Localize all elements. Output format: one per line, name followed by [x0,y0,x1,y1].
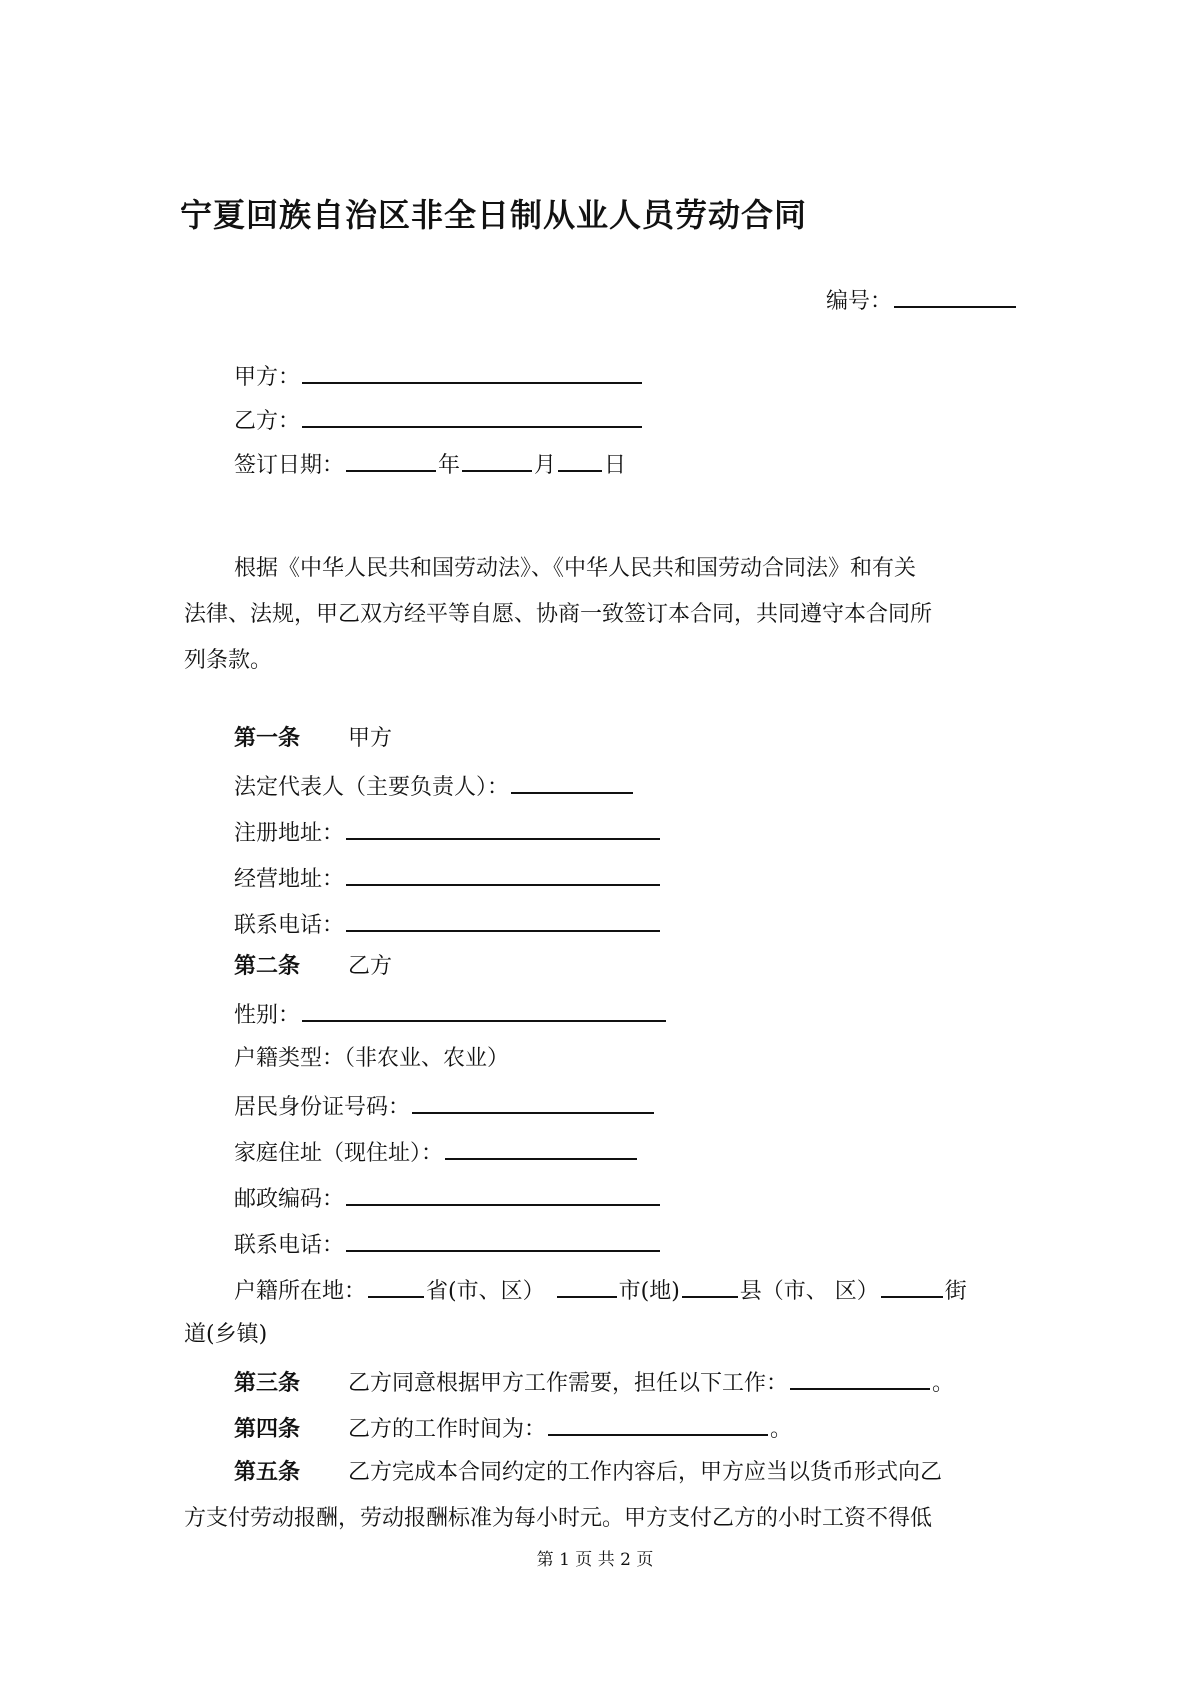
reg-addr-label: 注册地址： [234,821,345,846]
reg-addr-blank[interactable] [346,816,660,840]
phone-a-line [234,908,662,941]
article-3 [234,1366,954,1399]
id-number-line [234,1090,656,1123]
preamble-line-2: 法律、法规，甲乙双方经平等自愿、协商一致签订本合同，共同遵守本合同所 [184,602,933,627]
id-number-label: 居民身份证号码： [234,1095,411,1120]
article-2-heading: 第二条 [234,954,301,979]
article-5-text: 乙方完成本合同约定的工作内容后，甲方应当以货币形式向乙 [348,1460,943,1485]
phone-a-label: 联系电话： [234,913,345,938]
postcode-line [234,1182,662,1215]
legal-rep-blank[interactable] [511,770,633,794]
hukou-location-line [234,1274,967,1307]
hukou-location-cont: 道(乡镇) [184,1322,268,1347]
party-b-label: 乙方： [234,409,301,434]
legal-rep-label: 法定代表人（主要负责人）： [234,775,510,800]
sign-month-unit: 月 [534,453,557,478]
biz-addr-label: 经营地址： [234,867,345,892]
city-blank[interactable] [557,1274,617,1298]
article-2 [234,952,392,982]
job-blank[interactable] [790,1366,930,1390]
party-a-label: 甲方： [234,365,301,390]
article-3-end: 。 [932,1371,955,1396]
postcode-label: 邮政编码： [234,1187,345,1212]
party-b-blank[interactable] [302,404,642,428]
county-unit: 县（市、 区） [739,1279,879,1304]
party-b-line [234,404,644,437]
article-3-text: 乙方同意根据甲方工作需要，担任以下工作： [348,1371,789,1396]
hukou-type-line: 户籍类型：（非农业、农业） [234,1046,510,1071]
party-a-blank[interactable] [302,360,642,384]
phone-b-line [234,1228,662,1261]
biz-addr-blank[interactable] [346,862,660,886]
city-unit: 市(地) [618,1279,680,1304]
article-4-text: 乙方的工作时间为： [348,1417,547,1442]
province-unit: 省(市、区） [426,1279,545,1304]
article-4-end: 。 [770,1417,793,1442]
contract-number-line [826,284,1018,317]
gender-blank[interactable] [302,998,666,1022]
postcode-blank[interactable] [346,1182,660,1206]
article-5-cont: 方支付劳动报酬，劳动报酬标准为每小时元。甲方支付乙方的小时工资不得低 [184,1506,933,1531]
preamble-line-3: 列条款。 [184,648,273,673]
sign-day-blank[interactable] [558,448,602,472]
article-2-text: 乙方 [348,954,393,979]
home-addr-blank[interactable] [445,1136,637,1160]
work-time-blank[interactable] [548,1412,768,1436]
phone-b-label: 联系电话： [234,1233,345,1258]
article-1-text: 甲方 [348,726,393,751]
article-3-heading: 第三条 [234,1371,301,1396]
reg-addr-line [234,816,662,849]
article-4-heading: 第四条 [234,1417,301,1442]
article-4 [234,1412,792,1445]
sign-month-blank[interactable] [462,448,532,472]
article-5 [234,1458,942,1488]
page-footer: 第 1 页 共 2 页 [536,1550,654,1570]
sign-year-blank[interactable] [346,448,436,472]
sign-year-unit: 年 [438,453,461,478]
province-blank[interactable] [368,1274,424,1298]
gender-label: 性别： [234,1003,301,1028]
street-blank[interactable] [881,1274,943,1298]
biz-addr-line [234,862,662,895]
home-addr-line [234,1136,639,1169]
preamble-line-1: 根据《中华人民共和国劳动法》、《中华人民共和国劳动合同法》和有关 [234,556,917,581]
phone-a-blank[interactable] [346,908,660,932]
home-addr-label: 家庭住址（现住址）： [234,1141,444,1166]
article-1-heading: 第一条 [234,726,301,751]
street-unit: 街 [944,1279,967,1304]
article-1 [234,724,392,754]
article-5-heading: 第五条 [234,1460,301,1485]
party-a-line [234,360,644,393]
document-title: 宁夏回族自治区非全日制从业人员劳动合同 [180,196,808,234]
sign-date-line [234,448,626,481]
hukou-location-label: 户籍所在地： [234,1279,367,1304]
sign-day-unit: 日 [604,453,627,478]
gender-line [234,998,668,1031]
sign-date-label: 签订日期： [234,453,345,478]
county-blank[interactable] [682,1274,738,1298]
contract-number-blank[interactable] [894,284,1016,308]
phone-b-blank[interactable] [346,1228,660,1252]
id-number-blank[interactable] [412,1090,654,1114]
legal-rep-line [234,770,635,803]
contract-number-label: 编号： [826,289,893,314]
